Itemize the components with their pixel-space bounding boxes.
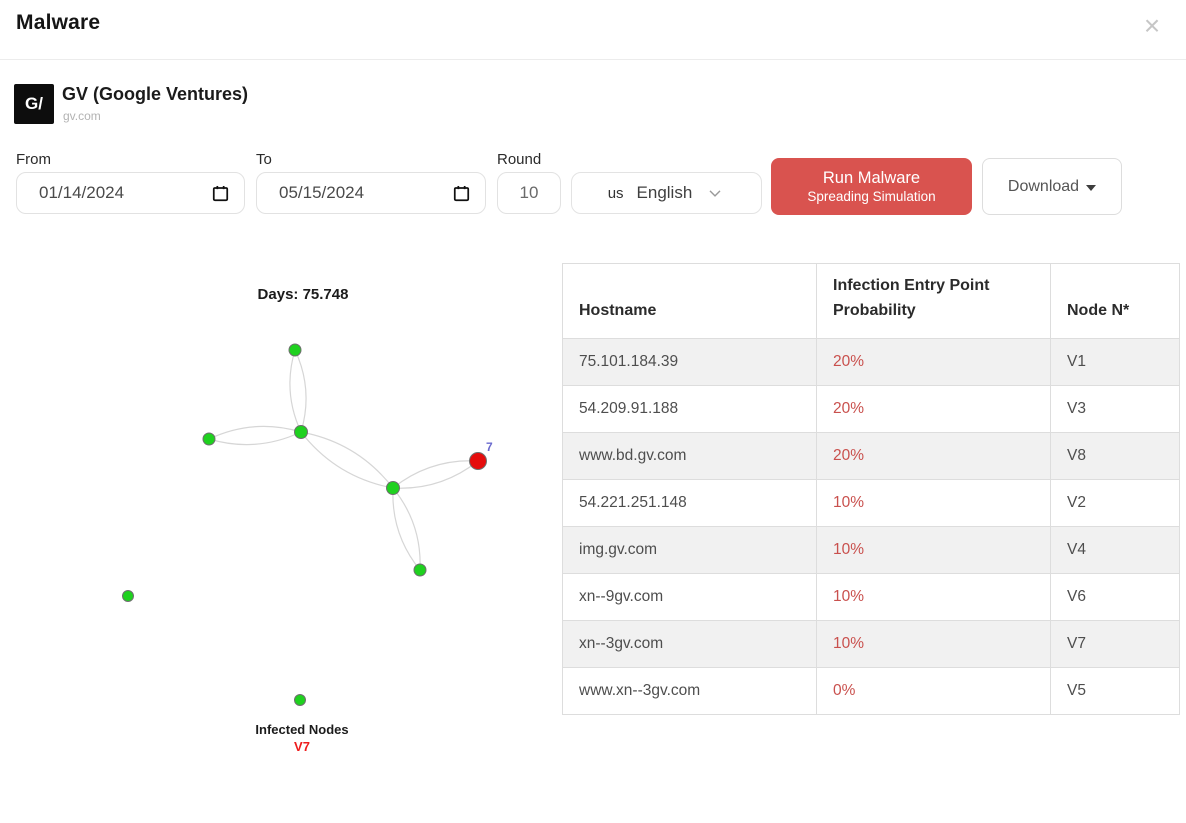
graph-node[interactable] — [414, 564, 426, 576]
graph-node[interactable] — [289, 344, 301, 356]
to-date-input[interactable] — [256, 172, 486, 214]
download-label: Download — [1007, 177, 1080, 195]
round-label: Round — [497, 151, 542, 168]
infected-nodes-label: Infected Nodes — [255, 722, 349, 737]
graph-node[interactable] — [387, 482, 400, 495]
language-select[interactable] — [571, 172, 762, 214]
run-button-line2: Spreading Simulation — [807, 189, 936, 204]
language-code: us — [607, 184, 624, 202]
node-cell: V1 — [1051, 338, 1180, 385]
table-row — [563, 620, 1180, 667]
from-date-input[interactable] — [16, 172, 245, 214]
language-name: English — [636, 183, 693, 202]
download-button[interactable] — [982, 158, 1122, 215]
hostname-cell: www.bd.gv.com — [563, 432, 817, 479]
close-icon[interactable]: × — [1136, 10, 1168, 42]
hostname-cell: xn--9gv.com — [563, 573, 817, 620]
table-row — [563, 385, 1180, 432]
column-hostname: Hostname — [563, 264, 817, 339]
table-header-row — [563, 264, 1180, 339]
graph-edge — [393, 488, 420, 570]
calendar-icon[interactable] — [452, 184, 471, 203]
hostname-cell: 75.101.184.39 — [563, 338, 817, 385]
hostname-cell: 54.221.251.148 — [563, 479, 817, 526]
probability-cell: 0% — [817, 667, 1051, 714]
node-cell: V6 — [1051, 573, 1180, 620]
header-divider — [0, 59, 1186, 60]
graph-edge — [393, 488, 420, 570]
probability-cell: 20% — [817, 385, 1051, 432]
graph-node[interactable] — [123, 591, 134, 602]
graph-node-label: 7 — [486, 440, 493, 454]
network-graph-panel — [0, 260, 562, 780]
node-cell: V8 — [1051, 432, 1180, 479]
caret-down-icon — [1086, 185, 1096, 191]
table-row — [563, 432, 1180, 479]
page-title: Malware — [16, 11, 101, 34]
company-domain: gv.com — [63, 109, 101, 123]
to-label: To — [256, 151, 272, 168]
graph-node[interactable] — [295, 695, 306, 706]
days-counter: Days: 75.748 — [257, 286, 349, 303]
graph-node-infected[interactable] — [470, 453, 487, 470]
table-row — [563, 667, 1180, 714]
calendar-icon[interactable] — [211, 184, 230, 203]
probability-cell: 10% — [817, 620, 1051, 667]
hostname-cell: 54.209.91.188 — [563, 385, 817, 432]
from-date-value: 01/14/2024 — [39, 183, 125, 202]
node-cell: V3 — [1051, 385, 1180, 432]
probability-cell: 10% — [817, 573, 1051, 620]
hostname-cell: img.gv.com — [563, 526, 817, 573]
graph-edge — [301, 432, 393, 488]
table-row — [563, 338, 1180, 385]
infected-nodes-value: V7 — [294, 739, 310, 754]
column-node: Node N* — [1051, 264, 1180, 339]
column-probability: Infection Entry Point Probability — [817, 264, 1051, 339]
graph-edge — [301, 432, 393, 488]
node-cell: V2 — [1051, 479, 1180, 526]
table-row — [563, 526, 1180, 573]
from-label: From — [16, 151, 51, 168]
graph-node[interactable] — [295, 426, 308, 439]
chevron-down-icon — [705, 183, 725, 203]
graph-node[interactable] — [203, 433, 215, 445]
network-graph[interactable] — [0, 260, 562, 780]
node-cell: V4 — [1051, 526, 1180, 573]
hostname-cell: xn--3gv.com — [563, 620, 817, 667]
round-input[interactable] — [497, 172, 561, 214]
node-cell: V5 — [1051, 667, 1180, 714]
company-logo: G/ — [14, 84, 54, 124]
probability-cell: 10% — [817, 526, 1051, 573]
run-button-line1: Run Malware — [822, 169, 921, 187]
run-simulation-button[interactable] — [771, 158, 972, 215]
probability-cell: 10% — [817, 479, 1051, 526]
table-row — [563, 573, 1180, 620]
probability-cell: 20% — [817, 338, 1051, 385]
to-date-value: 05/15/2024 — [279, 183, 365, 202]
infection-table — [562, 263, 1180, 715]
node-cell: V7 — [1051, 620, 1180, 667]
hostname-cell: www.xn--3gv.com — [563, 667, 817, 714]
company-name: GV (Google Ventures) — [62, 84, 249, 104]
probability-cell: 20% — [817, 432, 1051, 479]
table-row — [563, 479, 1180, 526]
